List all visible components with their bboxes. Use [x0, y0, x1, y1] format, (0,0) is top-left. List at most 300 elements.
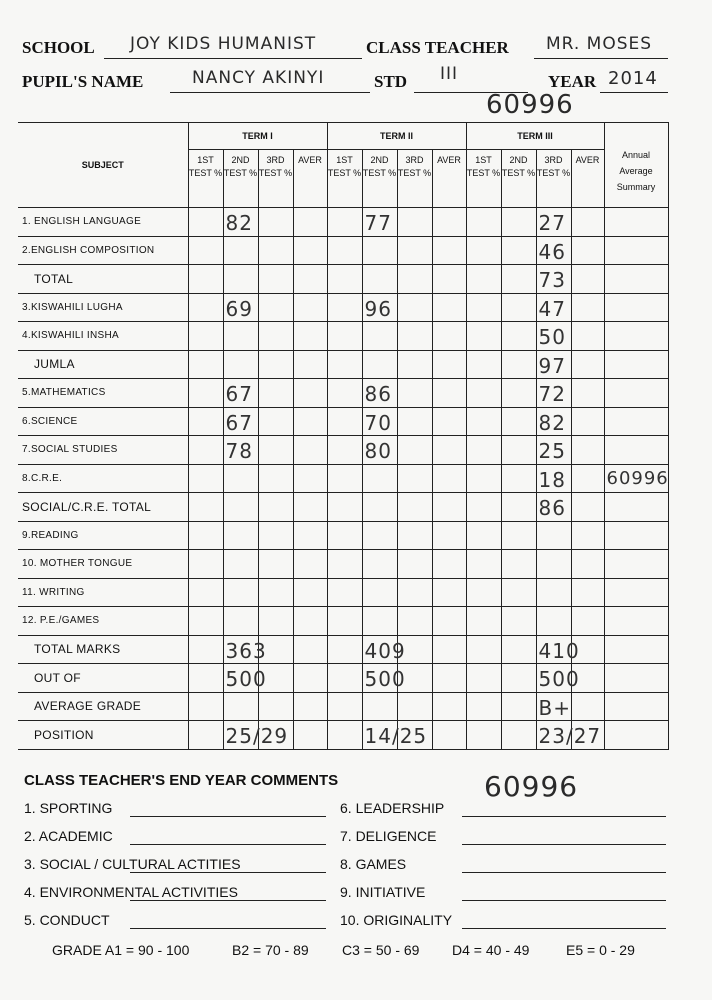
- mark-cell-t1_2: [223, 322, 258, 351]
- mark-cell-t2_2: [362, 208, 397, 237]
- t1-col-aver: AVER: [293, 150, 327, 208]
- mark-cell-t3_a: [571, 350, 604, 379]
- mark-cell-t1_1: [188, 436, 223, 465]
- mark-cell-t2_2: [362, 607, 397, 636]
- mark-cell-t1_1: [188, 293, 223, 322]
- mark-cell-t1_a: [293, 521, 327, 550]
- mark-cell-t1_a: [293, 635, 327, 664]
- mark-cell-t1_1: [188, 521, 223, 550]
- mark-cell-t1_1: [188, 607, 223, 636]
- annual-cell: [604, 236, 668, 265]
- comments-stamp-number: 60996: [484, 770, 579, 803]
- subject-cell: [18, 493, 188, 522]
- mark-cell-t2_2: [362, 265, 397, 294]
- t3-col-2: 2ND TEST %: [501, 150, 536, 208]
- subject-label: 7.SOCIAL STUDIES: [22, 444, 118, 456]
- subject-cell: [18, 578, 188, 607]
- mark-cell-t2_1: [327, 265, 362, 294]
- mark-cell-t2_1: [327, 493, 362, 522]
- handwritten-mark: 50: [538, 325, 566, 349]
- t2-col-2: 2ND TEST %: [362, 150, 397, 208]
- mark-cell-t1_a: [293, 721, 327, 750]
- mark-cell-t2_3: [397, 407, 432, 436]
- subject-cell: [18, 293, 188, 322]
- comment-line[interactable]: [462, 816, 666, 817]
- handwritten-mark: 86: [364, 382, 392, 406]
- mark-cell-t1_2: [223, 664, 267, 693]
- mark-cell-t2_3: [397, 692, 432, 721]
- mark-cell-t1_a: [293, 607, 327, 636]
- mark-cell-t3_3: [536, 521, 571, 550]
- mark-cell-t3_a: [571, 550, 604, 579]
- mark-cell-t3_3: [536, 721, 602, 750]
- annual-cell: [604, 607, 668, 636]
- mark-cell-t2_3: [397, 236, 432, 265]
- table-row: [18, 607, 668, 636]
- mark-cell-t1_1: [188, 464, 223, 493]
- mark-cell-t3_a: [571, 464, 604, 493]
- mark-cell-t1_1: [188, 692, 223, 721]
- subject-cell: [18, 521, 188, 550]
- mark-cell-t3_a: [571, 293, 604, 322]
- mark-cell-t3_1: [466, 578, 501, 607]
- mark-cell-t3_3: [536, 379, 571, 408]
- mark-cell-t2_a: [432, 208, 466, 237]
- mark-cell-t2_a: [432, 635, 466, 664]
- table-row: [18, 293, 668, 322]
- table-row: [18, 464, 668, 493]
- mark-cell-t2_2: [362, 635, 406, 664]
- mark-cell-t3_1: [466, 407, 501, 436]
- mark-cell-t2_2: [362, 464, 397, 493]
- mark-cell-t1_2: [223, 350, 258, 379]
- handwritten-mark: 18: [538, 467, 566, 492]
- t2-col-1: 1ST TEST %: [327, 150, 362, 208]
- mark-cell-t2_2: [362, 578, 397, 607]
- comment-label-right: 7. DELIGENCE: [340, 828, 437, 844]
- t1-col-3: 3RD TEST %: [258, 150, 293, 208]
- mark-cell-t1_2: [223, 607, 258, 636]
- handwritten-mark: 46: [538, 239, 566, 264]
- mark-cell-t3_1: [466, 664, 501, 693]
- mark-cell-t1_2: [223, 521, 258, 550]
- mark-cell-t2_3: [397, 265, 432, 294]
- mark-cell-t2_a: [432, 236, 466, 265]
- term-2-header: TERM II: [327, 123, 466, 150]
- mark-cell-t3_1: [466, 322, 501, 351]
- handwritten-mark: 25/29: [225, 724, 289, 748]
- handwritten-mark: 363: [225, 638, 267, 663]
- t1-col-1: 1ST TEST %: [188, 150, 223, 208]
- mark-cell-t1_3: [258, 607, 293, 636]
- mark-cell-t3_1: [466, 493, 501, 522]
- subject-cell: [18, 721, 188, 750]
- comment-line[interactable]: [130, 928, 326, 929]
- year-value: 2014: [608, 68, 658, 89]
- mark-cell-t3_a: [571, 635, 604, 664]
- mark-cell-t3_3: [536, 464, 571, 493]
- mark-cell-t1_3: [258, 550, 293, 579]
- mark-cell-t3_1: [466, 436, 501, 465]
- mark-cell-t1_2: [223, 236, 258, 265]
- comment-line[interactable]: [130, 900, 326, 901]
- mark-cell-t1_3: [258, 322, 293, 351]
- mark-cell-t3_2: [501, 721, 536, 750]
- mark-cell-t2_1: [327, 521, 362, 550]
- mark-cell-t2_2: [362, 407, 397, 436]
- mark-cell-t3_1: [466, 208, 501, 237]
- mark-cell-t3_2: [501, 293, 536, 322]
- mark-cell-t1_2: [223, 407, 258, 436]
- table-row: [18, 236, 668, 265]
- mark-cell-t3_3: [536, 350, 571, 379]
- handwritten-mark: 69: [225, 296, 253, 321]
- grade-e5: E5 = 0 - 29: [566, 942, 635, 958]
- subject-label: OUT OF: [34, 670, 81, 685]
- mark-cell-t3_1: [466, 265, 501, 294]
- annual-cell: [604, 407, 668, 436]
- top-number: 60996: [486, 90, 574, 120]
- mark-cell-t1_2: [223, 464, 258, 493]
- annual-cell: [604, 379, 668, 408]
- mark-cell-t2_3: [397, 208, 432, 237]
- mark-cell-t2_a: [432, 607, 466, 636]
- mark-cell-t2_a: [432, 407, 466, 436]
- handwritten-mark: 70: [364, 410, 392, 435]
- annual-cell: [604, 322, 668, 351]
- grade-d4: D4 = 40 - 49: [452, 942, 530, 958]
- handwritten-mark: 410: [538, 638, 580, 663]
- mark-cell-t2_2: [362, 293, 397, 322]
- mark-cell-t1_2: [223, 208, 258, 237]
- table-row: [18, 692, 668, 721]
- mark-cell-t1_3: [258, 407, 293, 436]
- annual-cell: [604, 493, 668, 522]
- mark-cell-t3_1: [466, 692, 501, 721]
- mark-cell-t1_3: [258, 578, 293, 607]
- mark-cell-t3_1: [466, 350, 501, 379]
- mark-cell-t2_a: [432, 350, 466, 379]
- mark-cell-t1_a: [293, 407, 327, 436]
- mark-cell-t1_1: [188, 578, 223, 607]
- t3-col-aver: AVER: [571, 150, 604, 208]
- mark-cell-t2_1: [327, 322, 362, 351]
- mark-cell-t1_a: [293, 436, 327, 465]
- mark-cell-t2_2: [362, 350, 397, 379]
- mark-cell-t1_1: [188, 664, 223, 693]
- mark-cell-t2_a: [432, 379, 466, 408]
- annual-cell: [604, 350, 668, 379]
- mark-cell-t3_a: [571, 436, 604, 465]
- mark-cell-t2_a: [432, 493, 466, 522]
- mark-cell-t3_3: [536, 236, 571, 265]
- mark-cell-t2_a: [432, 436, 466, 465]
- mark-cell-t2_2: [362, 550, 397, 579]
- mark-cell-t2_2: [362, 493, 397, 522]
- comment-line[interactable]: [462, 872, 666, 873]
- mark-cell-t1_a: [293, 265, 327, 294]
- t3-col-1: 1ST TEST %: [466, 150, 501, 208]
- mark-cell-t1_3: [258, 293, 293, 322]
- mark-cell-t2_1: [327, 350, 362, 379]
- mark-cell-t2_3: [397, 322, 432, 351]
- annual-cell: [604, 464, 668, 493]
- mark-cell-t3_2: [501, 635, 536, 664]
- mark-cell-t1_3: [258, 379, 293, 408]
- mark-cell-t1_a: [293, 350, 327, 379]
- subject-header: SUBJECT: [18, 123, 188, 208]
- mark-cell-t2_3: [397, 578, 432, 607]
- subject-label: 8.C.R.E.: [22, 472, 63, 484]
- t2-col-3: 3RD TEST %: [397, 150, 432, 208]
- mark-cell-t3_2: [501, 265, 536, 294]
- mark-cell-t3_3: [536, 436, 571, 465]
- mark-cell-t2_1: [327, 208, 362, 237]
- mark-cell-t2_1: [327, 236, 362, 265]
- mark-cell-t3_3: [536, 578, 571, 607]
- year-label: YEAR: [548, 72, 597, 91]
- mark-cell-t2_1: [327, 407, 362, 436]
- mark-cell-t3_2: [501, 521, 536, 550]
- mark-cell-t3_a: [571, 493, 604, 522]
- std-label: STD: [374, 72, 408, 91]
- table-row: [18, 635, 668, 664]
- mark-cell-t3_a: [571, 664, 604, 693]
- annual-cell: [604, 578, 668, 607]
- table-row: [18, 721, 668, 750]
- mark-cell-t1_3: [258, 464, 293, 493]
- mark-cell-t1_3: [258, 436, 293, 465]
- mark-cell-t2_1: [327, 721, 362, 750]
- mark-cell-t1_2: [223, 379, 258, 408]
- subject-cell: [18, 464, 188, 493]
- mark-cell-t1_2: [223, 550, 258, 579]
- mark-cell-t3_1: [466, 236, 501, 265]
- table-row: [18, 322, 668, 351]
- comment-label-left: 2. ACADEMIC: [24, 828, 113, 844]
- mark-cell-t2_1: [327, 635, 362, 664]
- mark-cell-t1_1: [188, 236, 223, 265]
- subject-cell: [18, 635, 188, 664]
- subject-label: POSITION: [34, 727, 94, 742]
- comment-line[interactable]: [130, 872, 326, 873]
- subject-label: 3.KISWAHILI LUGHA: [22, 301, 123, 313]
- mark-cell-t1_a: [293, 379, 327, 408]
- mark-cell-t2_2: [362, 379, 397, 408]
- comment-label-right: 10. ORIGINALITY: [340, 912, 453, 928]
- table-row: [18, 578, 668, 607]
- subject-cell: [18, 236, 188, 265]
- mark-cell-t3_2: [501, 692, 536, 721]
- year-underline: [600, 92, 668, 93]
- mark-cell-t3_1: [466, 607, 501, 636]
- mark-cell-t2_a: [432, 578, 466, 607]
- handwritten-mark: 82: [538, 410, 566, 435]
- mark-cell-t1_3: [258, 265, 293, 294]
- mark-cell-t2_3: [397, 635, 432, 664]
- mark-cell-t3_a: [571, 236, 604, 265]
- mark-cell-t3_a: [571, 407, 604, 436]
- mark-cell-t1_1: [188, 379, 223, 408]
- mark-cell-t2_1: [327, 379, 362, 408]
- mark-cell-t1_3: [258, 521, 293, 550]
- mark-cell-t1_1: [188, 350, 223, 379]
- mark-cell-t2_a: [432, 550, 466, 579]
- mark-cell-t2_3: [397, 293, 432, 322]
- annual-cell: [604, 265, 668, 294]
- mark-cell-t3_1: [466, 521, 501, 550]
- mark-cell-t2_a: [432, 521, 466, 550]
- pupil-name-underline: [170, 92, 370, 93]
- table-row: [18, 436, 668, 465]
- mark-cell-t2_2: [362, 322, 397, 351]
- mark-cell-t1_3: [258, 493, 293, 522]
- mark-cell-t1_2: [223, 436, 258, 465]
- mark-cell-t2_1: [327, 664, 362, 693]
- mark-cell-t1_2: [223, 293, 258, 322]
- mark-cell-t3_3: [536, 322, 571, 351]
- comment-line[interactable]: [462, 928, 666, 929]
- mark-cell-t1_a: [293, 692, 327, 721]
- mark-cell-t3_3: [536, 664, 580, 693]
- mark-cell-t2_3: [397, 436, 432, 465]
- school-underline: [104, 58, 362, 59]
- handwritten-mark: 14/25: [364, 724, 428, 748]
- mark-cell-t2_3: [397, 607, 432, 636]
- subject-label: 6.SCIENCE: [22, 415, 78, 427]
- handwritten-mark: 23/27: [538, 724, 602, 748]
- comment-line[interactable]: [130, 816, 326, 817]
- mark-cell-t1_3: [258, 692, 293, 721]
- mark-cell-t3_3: [536, 265, 571, 294]
- mark-cell-t2_a: [432, 664, 466, 693]
- mark-cell-t1_a: [293, 322, 327, 351]
- mark-cell-t3_3: [536, 692, 571, 721]
- mark-cell-t1_1: [188, 635, 223, 664]
- subject-cell: [18, 692, 188, 721]
- handwritten-mark: 96: [364, 296, 392, 321]
- mark-cell-t1_2: [223, 578, 258, 607]
- mark-cell-t1_3: [258, 721, 293, 750]
- marks-table: [18, 122, 669, 750]
- mark-cell-t1_3: [258, 350, 293, 379]
- mark-cell-t2_a: [432, 322, 466, 351]
- table-row: [18, 379, 668, 408]
- mark-cell-t2_2: [362, 664, 406, 693]
- mark-cell-t3_2: [501, 607, 536, 636]
- mark-cell-t3_3: [536, 293, 571, 322]
- annual-cell: [604, 721, 668, 750]
- comment-label-right: 9. INITIATIVE: [340, 884, 426, 900]
- mark-cell-t3_1: [466, 721, 501, 750]
- mark-cell-t1_2: [223, 635, 267, 664]
- subject-label: 9.READING: [22, 529, 79, 541]
- subject-label: 1. ENGLISH LANGUAGE: [22, 216, 142, 228]
- comment-line[interactable]: [462, 844, 666, 845]
- mark-cell-t2_3: [397, 550, 432, 579]
- pupil-name-label: PUPIL'S NAME: [22, 72, 144, 91]
- t2-col-aver: AVER: [432, 150, 466, 208]
- handwritten-mark: 27: [538, 211, 566, 235]
- comment-label-left: 3. SOCIAL / CULTURAL ACTITIES: [24, 856, 241, 872]
- handwritten-mark: 500: [364, 667, 406, 691]
- mark-cell-t2_1: [327, 436, 362, 465]
- mark-cell-t2_1: [327, 692, 362, 721]
- mark-cell-t3_a: [571, 521, 604, 550]
- subject-cell: [18, 322, 188, 351]
- comment-label-right: 6. LEADERSHIP: [340, 800, 445, 816]
- school-value: JOY KIDS HUMANIST: [130, 34, 317, 54]
- mark-cell-t1_3: [258, 208, 293, 237]
- annual-cell: [604, 635, 668, 664]
- mark-cell-t1_1: [188, 493, 223, 522]
- mark-cell-t3_a: [571, 322, 604, 351]
- annual-summary-header: Annual Average Summary: [604, 123, 668, 208]
- comment-line[interactable]: [130, 844, 326, 845]
- handwritten-mark: 25: [538, 439, 566, 463]
- comment-label-left: 5. CONDUCT: [24, 912, 110, 928]
- mark-cell-t3_3: [536, 407, 571, 436]
- annual-handwritten: 60996: [606, 467, 669, 489]
- handwritten-mark: 78: [225, 439, 253, 463]
- mark-cell-t3_3: [536, 493, 571, 522]
- mark-cell-t2_2: [362, 436, 397, 465]
- mark-cell-t3_2: [501, 208, 536, 237]
- subject-label: 5.MATHEMATICS: [22, 387, 106, 399]
- annual-cell: [604, 692, 668, 721]
- mark-cell-t1_1: [188, 322, 223, 351]
- mark-cell-t1_a: [293, 293, 327, 322]
- subject-label: 12. P.E./GAMES: [22, 615, 100, 627]
- mark-cell-t1_2: [223, 721, 289, 750]
- comment-line[interactable]: [462, 900, 666, 901]
- std-value: III: [440, 64, 459, 84]
- subject-label: JUMLA: [34, 357, 75, 372]
- handwritten-mark: 72: [538, 382, 566, 406]
- subject-label: 10. MOTHER TONGUE: [22, 558, 133, 570]
- mark-cell-t3_2: [501, 436, 536, 465]
- mark-cell-t2_1: [327, 293, 362, 322]
- mark-cell-t1_a: [293, 236, 327, 265]
- mark-cell-t3_1: [466, 635, 501, 664]
- mark-cell-t3_a: [571, 578, 604, 607]
- table-row: [18, 664, 668, 693]
- table-row: [18, 350, 668, 379]
- annual-cell: [604, 550, 668, 579]
- mark-cell-t1_a: [293, 464, 327, 493]
- mark-cell-t3_2: [501, 664, 536, 693]
- mark-cell-t2_a: [432, 464, 466, 493]
- subject-cell: [18, 265, 188, 294]
- table-row: [18, 208, 668, 237]
- mark-cell-t2_3: [397, 721, 432, 750]
- annual-cell: [604, 521, 668, 550]
- mark-cell-t1_3: [258, 236, 293, 265]
- subject-cell: [18, 607, 188, 636]
- mark-cell-t3_1: [466, 550, 501, 579]
- table-row: [18, 265, 668, 294]
- mark-cell-t2_1: [327, 607, 362, 636]
- subject-cell: [18, 407, 188, 436]
- annual-cell: [604, 208, 668, 237]
- mark-cell-t3_a: [571, 265, 604, 294]
- table-row: [18, 493, 668, 522]
- handwritten-mark: 47: [538, 296, 566, 321]
- annual-cell: [604, 664, 668, 693]
- mark-cell-t2_a: [432, 265, 466, 294]
- mark-cell-t3_3: [536, 635, 580, 664]
- annual-cell: [604, 293, 668, 322]
